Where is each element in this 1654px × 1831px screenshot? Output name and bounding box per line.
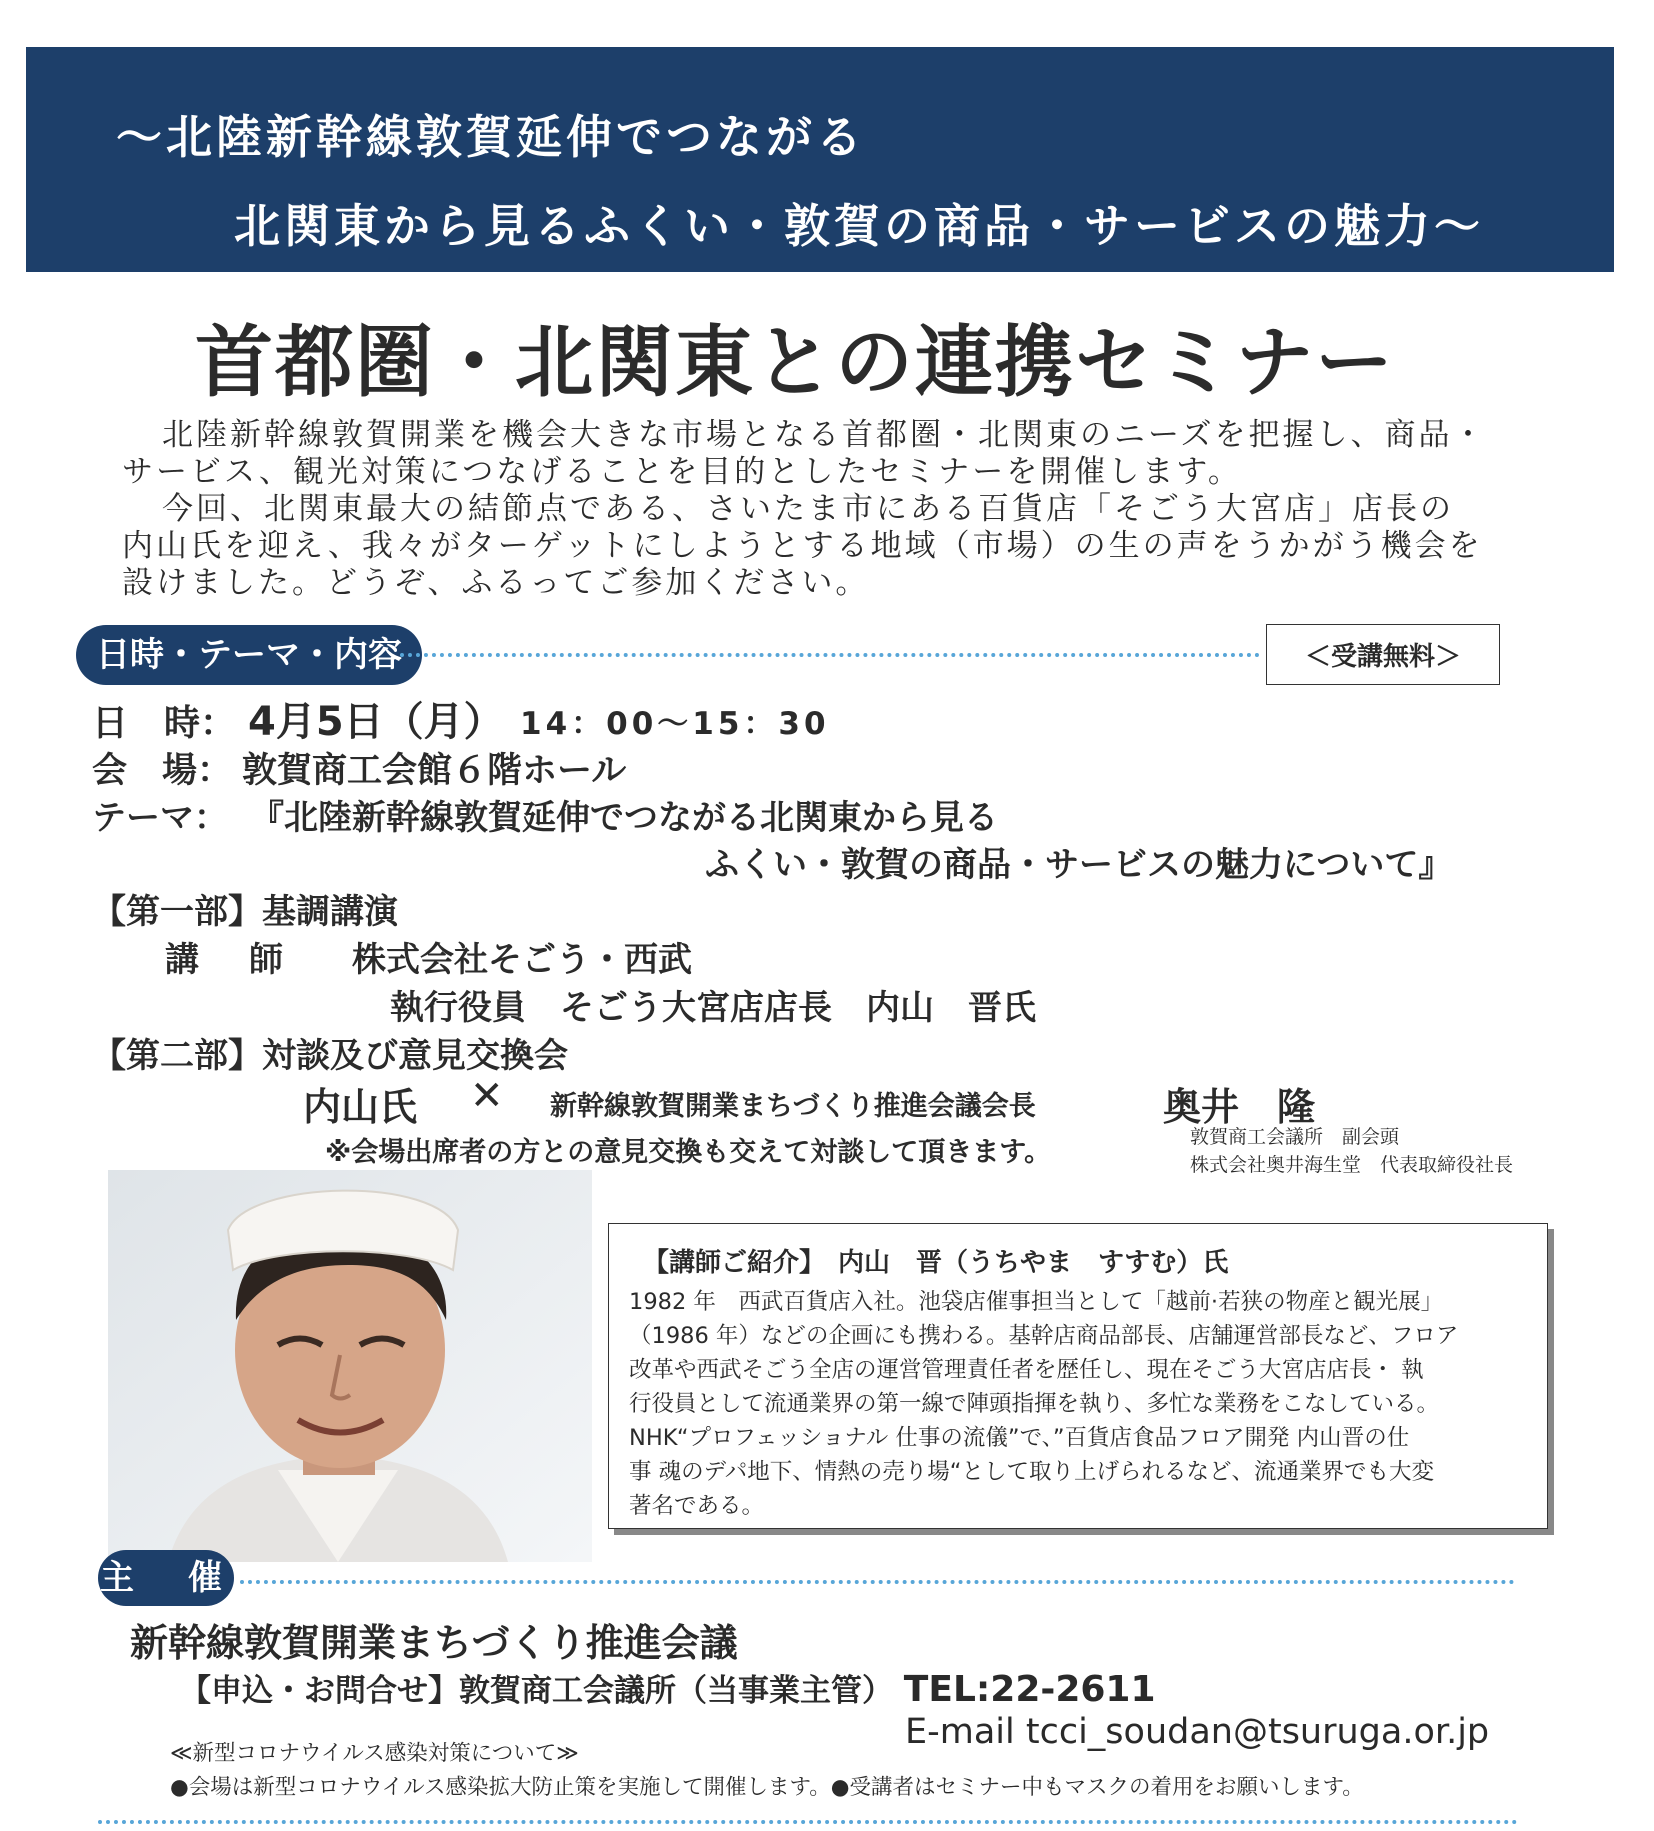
part1-label: 【第一部】基調講演 — [92, 892, 398, 932]
contact-email: E-mail tcci_soudan@tsuruga.or.jp — [905, 1712, 1490, 1752]
host-section-pill: 主 催 — [98, 1550, 234, 1606]
talk-right-org: 新幹線敦賀開業まちづくり推進会議会長 — [550, 1091, 1036, 1122]
profile-line-6: 事 魂のデパ地下、情熱の売り場“として取り上げられるなど、流通業界でも大変 — [629, 1459, 1434, 1485]
theme-line-1: 『北陸新幹線敦賀延伸でつながる北関東から見る — [250, 798, 998, 838]
contact-line — [180, 1665, 1156, 1710]
venue-value: 敦賀商工会館６階ホール — [242, 751, 627, 791]
intro-line-1: 北陸新幹線敦賀開業を機会大きな市場となる首都圏・北関東のニーズを把握し、商品・ — [162, 417, 1487, 453]
intro-line-5: 設けました。どうぞ、ふるってご参加ください。 — [122, 565, 870, 601]
date-label: 日 時： — [92, 703, 237, 744]
part2-label: 【第二部】対談及び意見交換会 — [92, 1036, 568, 1076]
contact-label: 【申込・お問合せ】敦賀商工会議所（当事業主管） — [180, 1673, 893, 1709]
header-banner — [26, 47, 1614, 272]
intro-line-3: 今回、北関東最大の結節点である、さいたま市にある百貨店「そごう大宮店」店長の — [162, 491, 1454, 527]
talk-left-speaker: 内山氏 — [303, 1085, 418, 1129]
free-admission-badge: ＜受講無料＞ — [1266, 624, 1500, 685]
okui-role-2: 株式会社奥井海生堂 代表取締役社長 — [1190, 1154, 1514, 1176]
theme-line-2: ふくい・敦賀の商品・サービスの魅力について』 — [705, 845, 1453, 885]
banner-line-1: ～北陸新幹線敦賀延伸でつながる — [116, 110, 866, 164]
corona-heading: ≪新型コロナウイルス感染対策について≫ — [170, 1741, 579, 1766]
dialogue-note: ※会場出席者の方との意見交換も交えて対談して頂きます。 — [325, 1137, 1052, 1168]
profile-heading: 【講師ご紹介】 内山 晋（うちやま すすむ）氏 — [643, 1248, 1229, 1278]
intro-line-2: サービス、観光対策につなげることを目的としたセミナーを開催します。 — [122, 454, 1242, 490]
time-value: 14：00～15：30 — [520, 706, 830, 742]
banner-line-2: 北関東から見るふくい・敦賀の商品・サービスの魅力～ — [234, 199, 1484, 253]
host-dotted-rule — [240, 1580, 1515, 1584]
schedule-dotted-rule — [400, 653, 1260, 657]
date-value: 4月5日（月） — [248, 699, 504, 745]
cross-icon: ✕ — [470, 1073, 504, 1119]
lecturer-label: 講 師 — [165, 940, 291, 980]
profile-line-5: NHK“プロフェッショナル 仕事の流儀”で、”百貨店食品フロア開発 内山晋の仕 — [629, 1425, 1410, 1451]
corona-body: ●会場は新型コロナウイルス感染拡大防止策を実施して開催します。●受講者はセミナー中もマスクの着用をお願いします。 — [170, 1775, 1364, 1800]
profile-line-2: （1986 年）などの企画にも携わる。基幹店商品部長、店舗運営部長など、フロア — [629, 1323, 1459, 1349]
seminar-title: 首都圏・北関東との連携セミナー — [195, 318, 1396, 408]
organizer-name: 新幹線敦賀開業まちづくり推進会議 — [130, 1621, 738, 1665]
footer-dotted-rule — [98, 1820, 1518, 1824]
lecturer-photo — [108, 1170, 592, 1562]
profile-line-4: 行役員として流通業界の第一線で陣頭指揮を執り、多忙な業務をこなしている。 — [629, 1391, 1440, 1417]
contact-tel: TEL:22-2611 — [903, 1669, 1156, 1710]
lecturer-profile-box — [608, 1223, 1548, 1529]
profile-line-7: 著名である。 — [629, 1493, 765, 1519]
profile-line-1: 1982 年 西武百貨店入社。池袋店催事担当として「越前·若狭の物産と観光展」 — [629, 1289, 1444, 1315]
intro-line-4: 内山氏を迎え、我々がターゲットにしようとする地域（市場）の生の声をうかがう機会を — [122, 528, 1483, 564]
profile-line-3: 改革や西武そごう全店の運営管理責任者を歴任し、現在そごう大宮店店長・ 執 — [629, 1357, 1424, 1383]
lecturer-title: 執行役員 そごう大宮店店長 内山 晋氏 — [390, 988, 1036, 1028]
okui-role-1: 敦賀商工会議所 副会頭 — [1190, 1126, 1400, 1148]
theme-label: テーマ： — [92, 798, 228, 838]
venue-label: 会 場： — [92, 751, 233, 791]
talk-right-name: 奥井 隆 — [1163, 1085, 1316, 1129]
schedule-section-pill: 日時・テーマ・内容 — [76, 625, 422, 685]
lecturer-company: 株式会社そごう・西武 — [352, 940, 692, 980]
